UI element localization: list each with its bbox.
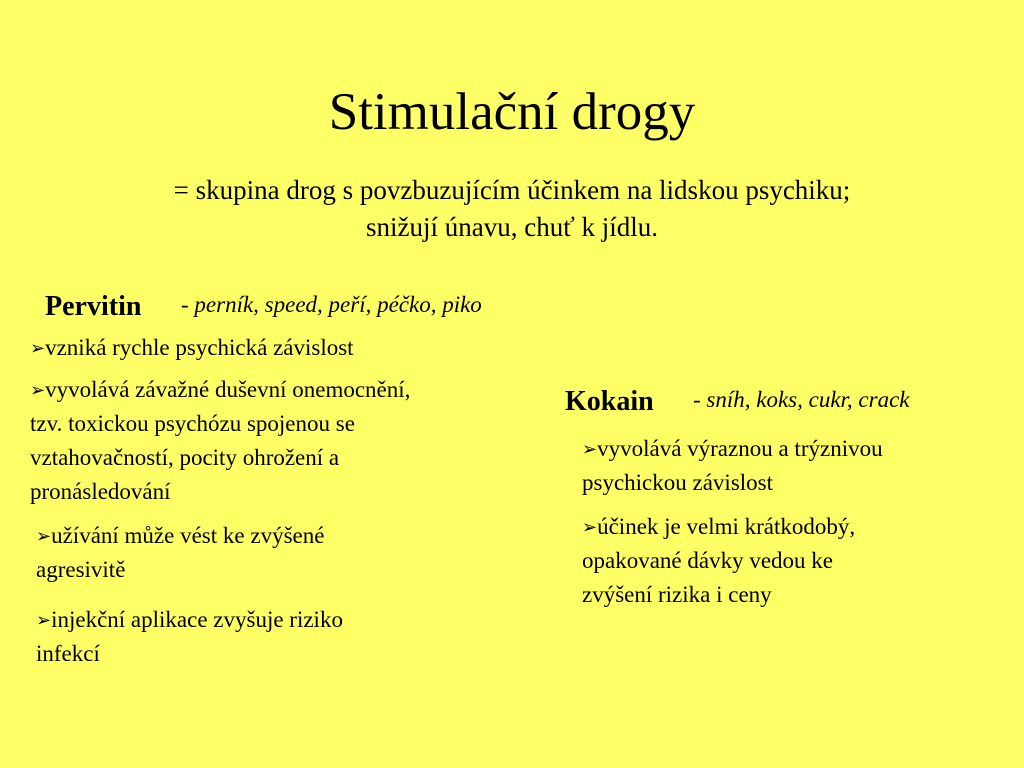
bullet-text: účinek je velmi krátkodobý, — [597, 514, 856, 539]
bullet-line: infekcí — [36, 641, 100, 666]
bullet-line — [30, 331, 510, 365]
bullet-text: vyvolává závažné duševní onemocnění, — [45, 377, 411, 402]
bullet-line — [582, 510, 1002, 544]
bullet-line: agresivitě — [36, 557, 126, 582]
pervitin-bullet-2 — [30, 373, 520, 509]
bullet-line — [582, 432, 1002, 466]
bullet-line: opakované dávky vedou ke — [582, 548, 834, 573]
bullet-line — [30, 373, 520, 407]
subtitle-line-2: snižují únavu, chuť k jídlu. — [365, 212, 658, 242]
bullet-line — [36, 603, 476, 637]
bullet-text: užívání může vést ke zvýšené — [51, 523, 325, 548]
arrowhead-bullet-icon: ➢ — [582, 517, 598, 537]
slide-subtitle — [60, 172, 964, 246]
bullet-line: zvýšení rizika i ceny — [582, 582, 772, 607]
pervitin-bullet-4 — [36, 603, 476, 671]
pervitin-aliases: - perník, speed, peří, péčko, piko — [181, 292, 482, 317]
kokain-aliases: - sníh, koks, cukr, crack — [693, 387, 910, 412]
kokain-bullet-2 — [582, 510, 1002, 612]
bullet-line — [36, 519, 476, 553]
bullet-line: pronásledování — [30, 479, 171, 504]
bullet-line: vztahovačností, pocity ohrožení a — [30, 445, 340, 470]
slide-title: Stimulační drogy — [328, 83, 696, 141]
arrowhead-bullet-icon: ➢ — [30, 380, 46, 400]
pervitin-bullet-1 — [30, 331, 510, 365]
bullet-text: injekční aplikace zvyšuje riziko — [51, 607, 343, 632]
bullet-line: psychickou závislost — [582, 470, 773, 495]
pervitin-heading: Pervitin — [45, 291, 142, 322]
arrowhead-bullet-icon: ➢ — [582, 439, 598, 459]
arrowhead-bullet-icon: ➢ — [36, 526, 52, 546]
subtitle-line-1: = skupina drog s povzbuzujícím účinkem na lidskou psychiku; — [173, 175, 851, 205]
kokain-bullet-1 — [582, 432, 1002, 500]
bullet-text: vzniká rychle psychická závislost — [45, 335, 354, 360]
kokain-heading: Kokain — [565, 386, 654, 417]
arrowhead-bullet-icon: ➢ — [36, 610, 52, 630]
arrowhead-bullet-icon: ➢ — [30, 338, 46, 358]
pervitin-bullet-3 — [36, 519, 476, 587]
bullet-text: vyvolává výraznou a trýznivou — [597, 436, 883, 461]
bullet-line: tzv. toxickou psychózu spojenou se — [30, 411, 355, 436]
